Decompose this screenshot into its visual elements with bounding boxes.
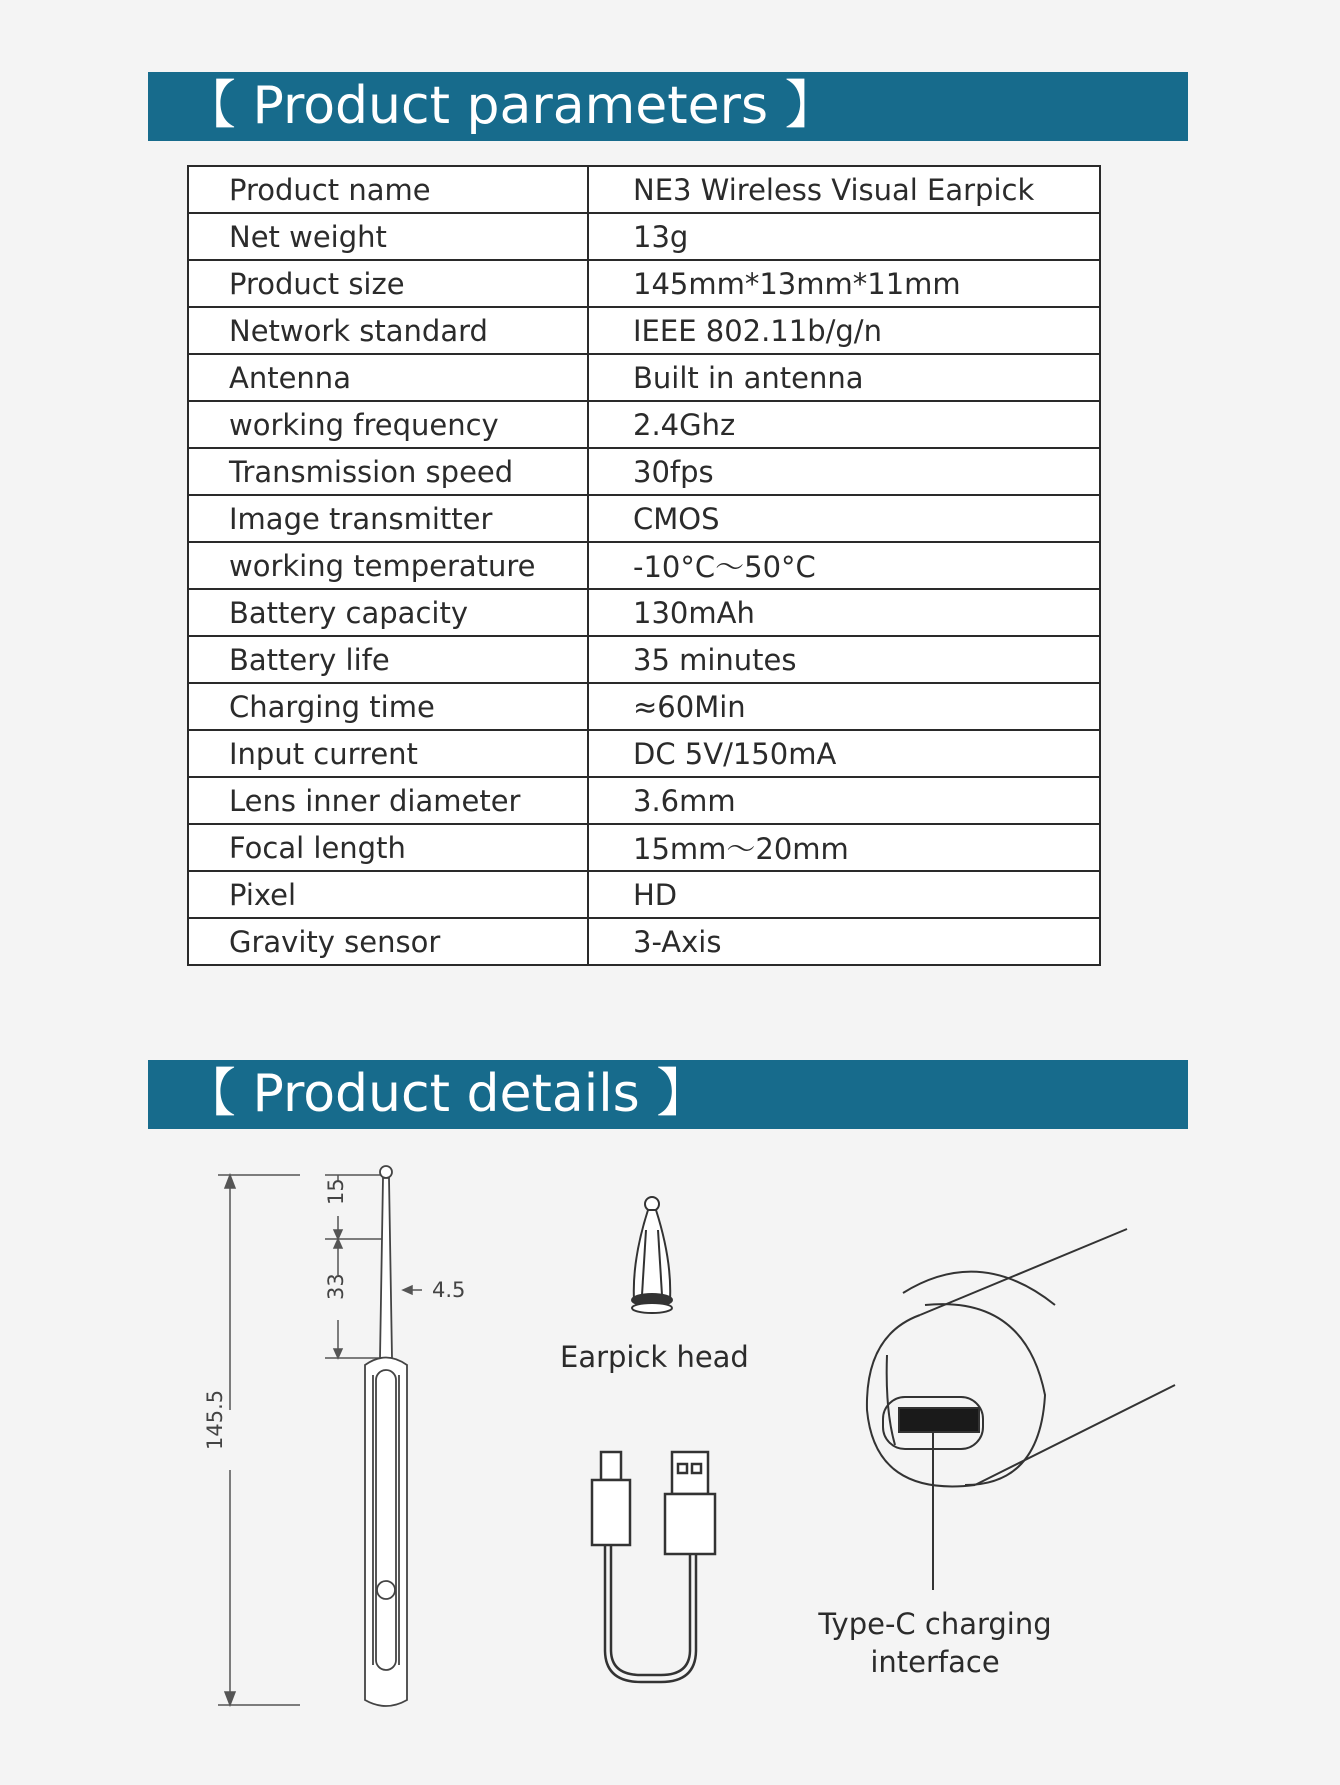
parameter-value: 15mm～20mm: [588, 824, 1100, 871]
arrow-icon: [403, 1286, 412, 1294]
table-row: [188, 354, 1100, 401]
parameter-name: working frequency: [188, 401, 588, 448]
parameter-name: Product size: [188, 260, 588, 307]
usb-cable-icon: [585, 1450, 745, 1690]
parameter-value: 2.4Ghz: [588, 401, 1100, 448]
parameter-value: 13g: [588, 213, 1100, 260]
parameter-name: Product name: [188, 166, 588, 213]
parameters-banner: [148, 72, 1188, 141]
table-row: [188, 495, 1100, 542]
parameter-value: DC 5V/150mA: [588, 730, 1100, 777]
parameter-value: NE3 Wireless Visual Earpick: [588, 166, 1100, 213]
parameter-name: working temperature: [188, 542, 588, 589]
parameter-name: Transmission speed: [188, 448, 588, 495]
table-row: [188, 871, 1100, 918]
parameters-table: [187, 165, 1101, 966]
parameters-title: 【 Product parameters 】: [184, 76, 837, 136]
parameter-value: 30fps: [588, 448, 1100, 495]
earpick-device: [365, 1166, 407, 1706]
arrow-icon: [334, 1349, 342, 1358]
table-row: [188, 730, 1100, 777]
dimension-shaft-label: 33: [324, 1273, 348, 1300]
table-row: [188, 260, 1100, 307]
table-row: [188, 824, 1100, 871]
dimension-tip-label: 15: [324, 1178, 348, 1205]
table-row: [188, 542, 1100, 589]
parameter-name: Network standard: [188, 307, 588, 354]
parameter-name: Battery capacity: [188, 589, 588, 636]
parameter-name: Pixel: [188, 871, 588, 918]
type-c-charging-label: [795, 1605, 1075, 1681]
parameter-name: Net weight: [188, 213, 588, 260]
earpick-head-label: Earpick head: [560, 1340, 749, 1374]
parameter-value: 145mm*13mm*11mm: [588, 260, 1100, 307]
type-c-charging-label-line1: Type-C charging: [818, 1607, 1052, 1641]
parameter-name: Gravity sensor: [188, 918, 588, 965]
parameter-value: 3.6mm: [588, 777, 1100, 824]
parameter-name: Focal length: [188, 824, 588, 871]
type-c-charging-label-line2: interface: [870, 1645, 1000, 1679]
parameter-name: Lens inner diameter: [188, 777, 588, 824]
earpick-dimension-drawing: [200, 1160, 500, 1720]
arrow-icon: [225, 1175, 235, 1188]
table-row: [188, 166, 1100, 213]
table-row: [188, 589, 1100, 636]
parameter-value: CMOS: [588, 495, 1100, 542]
table-row: [188, 213, 1100, 260]
table-row: [188, 448, 1100, 495]
table-row: [188, 777, 1100, 824]
parameter-name: Image transmitter: [188, 495, 588, 542]
parameter-name: Input current: [188, 730, 588, 777]
details-banner: [148, 1060, 1188, 1129]
parameter-name: Charging time: [188, 683, 588, 730]
parameter-value: 3-Axis: [588, 918, 1100, 965]
parameter-value: IEEE 802.11b/g/n: [588, 307, 1100, 354]
table-row: [188, 683, 1100, 730]
table-row: [188, 307, 1100, 354]
parameter-name: Antenna: [188, 354, 588, 401]
table-row: [188, 636, 1100, 683]
details-title: 【 Product details 】: [184, 1064, 709, 1124]
parameter-value: 130mAh: [588, 589, 1100, 636]
dimension-diameter-label: 4.5: [432, 1278, 466, 1302]
table-row: [188, 401, 1100, 448]
parameter-value: HD: [588, 871, 1100, 918]
dimension-total-label: 145.5: [203, 1389, 227, 1450]
parameter-value: -10°C～50°C: [588, 542, 1100, 589]
earpick-head-icon: [622, 1190, 682, 1320]
parameter-value: 35 minutes: [588, 636, 1100, 683]
parameter-name: Battery life: [188, 636, 588, 683]
type-c-port-illustration: [865, 1235, 1185, 1595]
arrow-icon: [334, 1239, 342, 1248]
parameter-value: Built in antenna: [588, 354, 1100, 401]
arrow-icon: [225, 1692, 235, 1705]
parameter-value: ≈60Min: [588, 683, 1100, 730]
table-row: [188, 918, 1100, 965]
